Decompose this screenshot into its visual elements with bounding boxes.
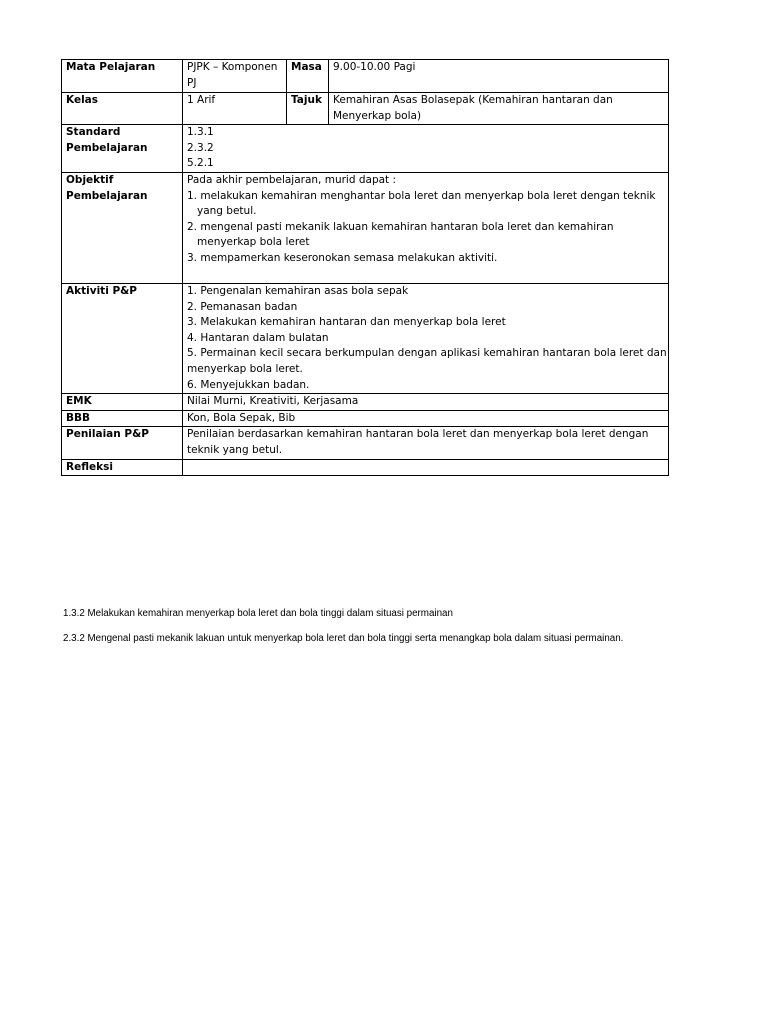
activity-item: 1. Pengenalan kemahiran asas bola sepak [187, 284, 409, 297]
value-emk [183, 394, 669, 411]
label-bbb [62, 410, 183, 427]
label-activity-text: Aktiviti P&P [66, 284, 137, 297]
label-time-text: Masa [291, 61, 322, 73]
standard-item: 1.3.1 [187, 126, 214, 139]
value-assessment-line1: Penilaian berdasarkan kemahiran hantaran bola leret dan menyerkap bola leret dengan [187, 428, 649, 441]
activity-item: 5. Permainan kecil secara berkumpulan dengan aplikasi kemahiran hantaran bola leret dan [187, 347, 667, 360]
label-emk [62, 394, 183, 411]
label-assessment [62, 427, 183, 459]
objective-intro: Pada akhir pembelajaran, murid dapat : [187, 173, 397, 186]
label-topic [287, 93, 329, 125]
value-assessment [183, 427, 669, 459]
value-objective [183, 172, 669, 283]
row-standard [62, 125, 669, 173]
standard-note-2-3-2: 2.3.2 Mengenal pasti mekanik lakuan untuk menyerkap bola leret dan bola tinggi serta menangkap bola dalam situasi permainan. [63, 633, 624, 644]
activity-item: 2. Pemanasan badan [187, 300, 298, 313]
row-objective [62, 172, 669, 283]
value-subject-line2: PJ [187, 76, 197, 89]
label-standard-line2: Pembelajaran [66, 141, 148, 154]
label-subject [62, 60, 183, 93]
activity-item: 6. Menyejukkan badan. [187, 378, 310, 391]
label-emk-text: EMK [66, 395, 92, 408]
value-activity [183, 283, 669, 393]
row-activity [62, 283, 669, 393]
objective-item-1-line2: yang betul. [197, 205, 257, 218]
label-objective [62, 172, 183, 283]
value-class [183, 93, 287, 125]
value-time [329, 60, 669, 93]
value-subject [183, 60, 287, 93]
value-class-text: 1 Arif [187, 94, 216, 106]
label-standard [62, 125, 183, 173]
standard-note-1-3-2: 1.3.2 Melakukan kemahiran menyerkap bola leret dan bola tinggi dalam situasi permainan [63, 608, 453, 619]
row-class [62, 93, 669, 125]
activity-item: menyerkap bola leret. [187, 362, 303, 375]
row-assessment [62, 427, 669, 459]
lesson-plan-table [61, 59, 669, 476]
value-topic-line1: Kemahiran Asas Bolasepak (Kemahiran hantaran dan [333, 94, 613, 106]
value-assessment-line2: teknik yang betul. [187, 443, 283, 456]
value-time-text: 9.00-10.00 Pagi [333, 61, 416, 73]
label-topic-text: Tajuk [291, 94, 322, 106]
label-standard-line1: Standard [66, 126, 121, 139]
value-bbb [183, 410, 669, 427]
row-emk [62, 394, 669, 411]
row-subject [62, 60, 669, 93]
row-bbb [62, 410, 669, 427]
objective-item-2-line2: menyerkap bola leret [197, 236, 310, 249]
label-bbb-text: BBB [66, 411, 91, 424]
objective-item-2-line1: 2. mengenal pasti mekanik lakuan kemahiran hantaran bola leret dan kemahiran [187, 220, 614, 233]
label-activity [62, 283, 183, 393]
row-reflection [62, 459, 669, 476]
label-objective-line2: Pembelajaran [66, 189, 148, 202]
label-time [287, 60, 329, 93]
standard-item: 5.2.1 [187, 157, 214, 170]
value-topic [329, 93, 669, 125]
label-reflection-text: Refleksi [66, 460, 113, 473]
objective-item-3-line1: 3. mempamerkan keseronokan semasa melakukan aktiviti. [187, 251, 498, 264]
objective-item-1-line1: 1. melakukan kemahiran menghantar bola leret dan menyerkap bola leret dengan teknik [187, 189, 656, 202]
label-subject-text: Mata Pelajaran [66, 61, 156, 73]
label-class-text: Kelas [66, 94, 99, 106]
label-assessment-text: Penilaian P&P [66, 428, 149, 441]
standard-item: 2.3.2 [187, 141, 214, 154]
activity-item: 3. Melakukan kemahiran hantaran dan menyerkap bola leret [187, 316, 506, 329]
value-bbb-text: Kon, Bola Sepak, Bib [187, 411, 296, 424]
value-subject-line1: PJPK – Komponen [187, 61, 278, 73]
value-standard [183, 125, 669, 173]
value-emk-text: Nilai Murni, Kreativiti, Kerjasama [187, 395, 359, 408]
value-reflection [183, 459, 669, 476]
label-reflection [62, 459, 183, 476]
label-objective-line1: Objektif [66, 173, 114, 186]
label-class [62, 93, 183, 125]
value-topic-line2: Menyerkap bola) [333, 109, 422, 122]
activity-item: 4. Hantaran dalam bulatan [187, 331, 329, 344]
